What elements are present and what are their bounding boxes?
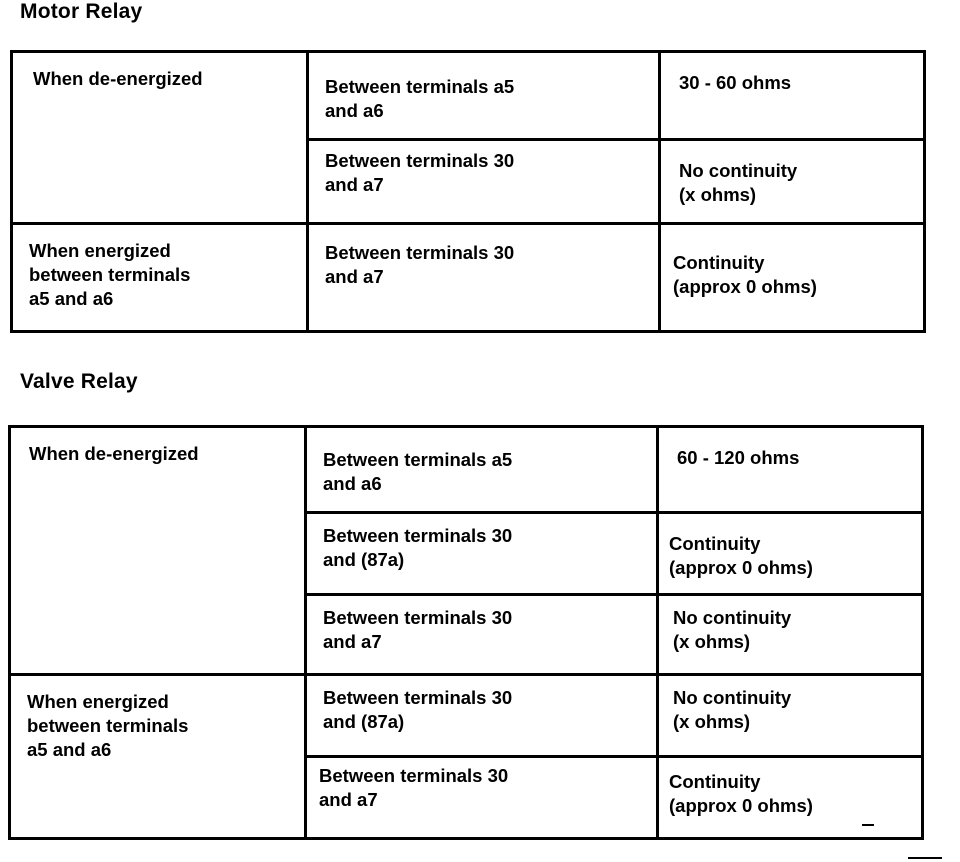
- terminals-cell: Between terminals a5 and a6: [306, 427, 658, 513]
- terminals-cell: Between terminals 30 and (87a): [306, 513, 658, 595]
- terminals-cell: Between terminals 30 and a7: [308, 224, 660, 332]
- valve-relay-title: Valve Relay: [20, 370, 138, 393]
- condition-cell: When energized between terminals a5 and a6: [10, 675, 306, 839]
- result-cell: Continuity (approx 0 ohms): [658, 513, 923, 595]
- result-cell: No continuity (x ohms): [658, 595, 923, 675]
- condition-cell: When energized between terminals a5 and a6: [12, 224, 308, 332]
- motor-relay-table: [10, 50, 926, 333]
- result-cell: 60 - 120 ohms: [658, 427, 923, 513]
- valve-relay-table: [8, 425, 924, 840]
- motor-relay-title: Motor Relay: [20, 0, 143, 23]
- terminals-cell: Between terminals 30 and a7: [306, 595, 658, 675]
- scan-artifact-dot: [862, 824, 874, 826]
- table-row: [12, 224, 925, 332]
- table-row: [10, 427, 923, 513]
- result-cell: Continuity (approx 0 ohms): [660, 224, 925, 332]
- table-row: [10, 675, 923, 757]
- result-cell: 30 - 60 ohms: [660, 52, 925, 140]
- condition-cell: When de-energized: [10, 427, 306, 675]
- terminals-cell: Between terminals 30 and a7: [306, 757, 658, 839]
- table-row: [12, 52, 925, 140]
- result-cell: Continuity (approx 0 ohms): [658, 757, 923, 839]
- result-cell: No continuity (x ohms): [660, 140, 925, 224]
- scan-artifact-line: [908, 857, 942, 859]
- result-cell: No continuity (x ohms): [658, 675, 923, 757]
- condition-cell: When de-energized: [12, 52, 308, 224]
- terminals-cell: Between terminals 30 and (87a): [306, 675, 658, 757]
- terminals-cell: Between terminals a5 and a6: [308, 52, 660, 140]
- terminals-cell: Between terminals 30 and a7: [308, 140, 660, 224]
